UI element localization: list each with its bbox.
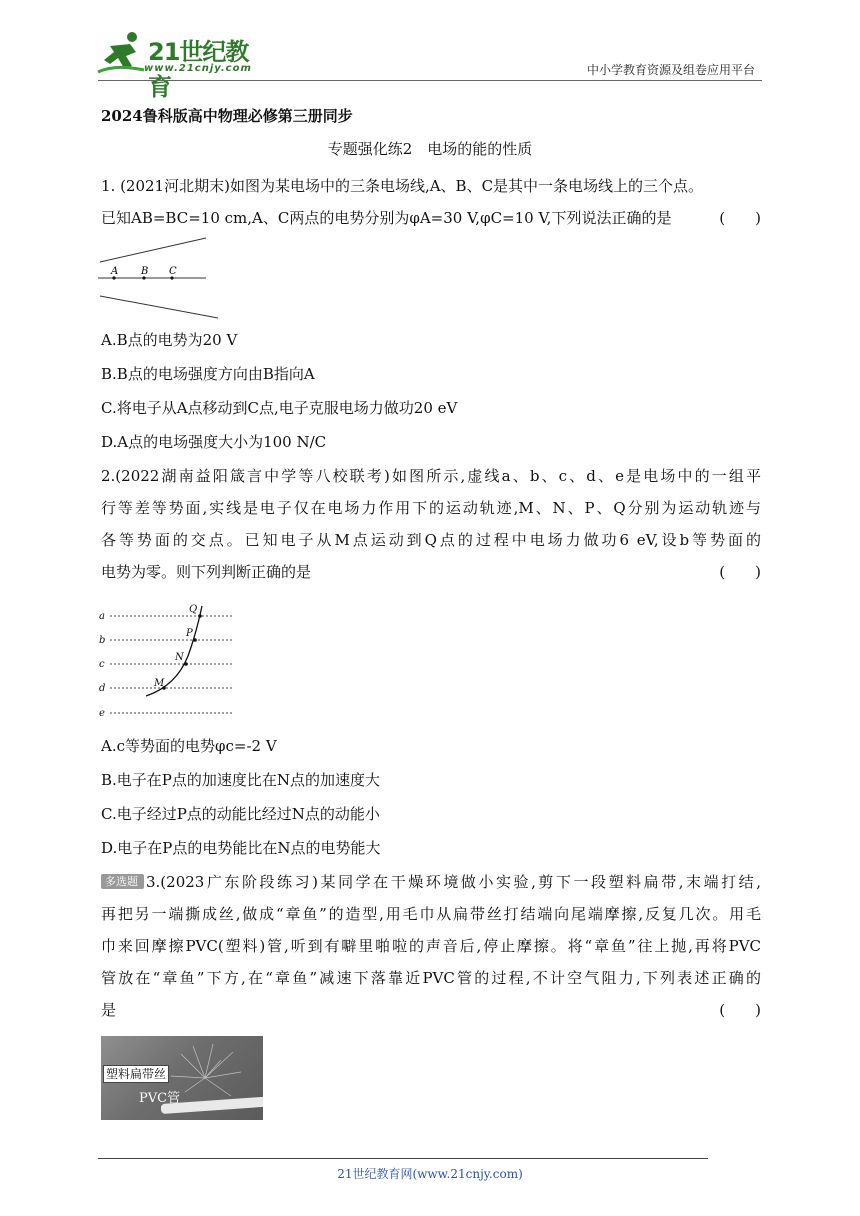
label-a: a [99, 611, 105, 622]
q1-stem-line-2 [101, 202, 761, 234]
label-e: e [99, 708, 105, 719]
label-a: A [111, 266, 119, 277]
question-1 [101, 170, 761, 234]
q1-option-a[interactable]: A.B点的电势为20 V [101, 331, 238, 349]
label-d: d [99, 683, 106, 694]
q3-line-1 [101, 866, 761, 898]
label-c: c [99, 659, 105, 670]
footer-link[interactable]: 21世纪教育网(www.21cnjy.com) [337, 1167, 523, 1181]
q2-line-3: 各等势面的交点。已知电子从M点运动到Q点的过程中电场力做功6 eV,设b等势面的 [101, 531, 761, 549]
q1-field-lines-figure [98, 236, 222, 322]
section-title: 专题强化练2 电场的能的性质 [327, 140, 533, 158]
photo-label-pvc: PVC管 [139, 1091, 181, 1106]
footer-divider [98, 1158, 708, 1159]
label-c: C [169, 266, 177, 277]
label-p: P [186, 628, 193, 639]
point-p [193, 638, 197, 642]
header-divider [98, 80, 762, 81]
label-n: N [175, 652, 184, 663]
q3-line-5-text: 是 [101, 1001, 117, 1019]
logo-text: 21世纪教育 [148, 38, 249, 101]
q2-option-a[interactable]: A.c等势面的电势φc=-2 V [101, 737, 277, 755]
label-b: B [141, 266, 149, 277]
label-b: b [99, 635, 106, 646]
q2-option-d[interactable]: D.电子在P点的电势能比在N点的电势能大 [101, 839, 381, 857]
site-logo[interactable] [96, 30, 266, 101]
point-n [184, 662, 188, 666]
q1-stem-line-1: 1. (2021河北期末)如图为某电场中的三条电场线,A、B、C是其中一条电场线上的三个点。 [101, 177, 704, 195]
field-line-bottom [100, 296, 218, 318]
answer-bracket: ( ) [719, 1001, 761, 1019]
label-q: Q [189, 604, 198, 615]
q1-option-c[interactable]: C.将电子从A点移动到C点,电子克服电场力做功20 eV [101, 399, 458, 417]
q2-line-2: 行等差等势面,实线是电子仅在电场力作用下的运动轨迹,M、N、P、Q分别为运动轨迹与 [101, 499, 761, 517]
photo-label-strands: 塑料扁带丝 [103, 1065, 169, 1083]
q2-option-c[interactable]: C.电子经过P点的动能比经过N点的动能小 [101, 805, 380, 823]
q2-line-4 [101, 556, 761, 588]
question-3 [101, 866, 761, 1026]
runner-icon [96, 30, 148, 78]
q3-line-2: 再把另一端撕成丝,做成“章鱼”的造型,用毛巾从扁带丝打结端向尾端摩擦,反复几次。用毛 [101, 905, 761, 923]
q2-line-4-text: 电势为零。则下列判断正确的是 [101, 563, 312, 581]
point-q [198, 614, 202, 618]
logo-url: www.21cnjy.com [144, 63, 252, 74]
q3-line-1-text: 3.(2023广东阶段练习)某同学在干燥环境做小实验,剪下一段塑料扁带,末端打结, [146, 873, 761, 891]
q3-line-4: 管放在“章鱼”下方,在“章鱼”减速下落靠近PVC管的过程,不计空气阻力,下列表述正确的 [101, 969, 761, 987]
answer-bracket: ( ) [719, 209, 761, 227]
label-m: M [154, 678, 165, 689]
question-2 [101, 460, 761, 588]
q1-option-b[interactable]: B.B点的电场强度方向由B指向A [101, 365, 315, 383]
q1-stem-text: 已知AB=BC=10 cm,A、C两点的电势分别为φA=30 V,φC=10 V,下列说法正确的是 [101, 209, 672, 227]
q3-line-3: 巾来回摩擦PVC(塑料)管,听到有噼里啪啦的声音后,停止摩擦。将“章鱼”往上抛,再将PVC [101, 937, 761, 955]
q2-option-b[interactable]: B.电子在P点的加速度比在N点的加速度大 [101, 771, 381, 789]
q2-equipotential-figure [98, 600, 238, 724]
field-line-top [100, 238, 206, 262]
q3-experiment-photo [101, 1036, 263, 1120]
q1-option-d[interactable]: D.A点的电场强度大小为100 N/C [101, 433, 327, 451]
answer-bracket: ( ) [719, 563, 761, 581]
platform-label: 中小学教育资源及组卷应用平台 [586, 63, 755, 77]
multi-choice-tag: 多选题 [101, 874, 144, 889]
q3-line-5 [101, 994, 761, 1026]
document-title: 2024鲁科版高中物理必修第三册同步 [101, 107, 353, 125]
q2-line-1: 2.(2022湖南益阳箴言中学等八校联考)如图所示,虚线a、b、c、d、e是电场中的一组平 [101, 467, 761, 485]
